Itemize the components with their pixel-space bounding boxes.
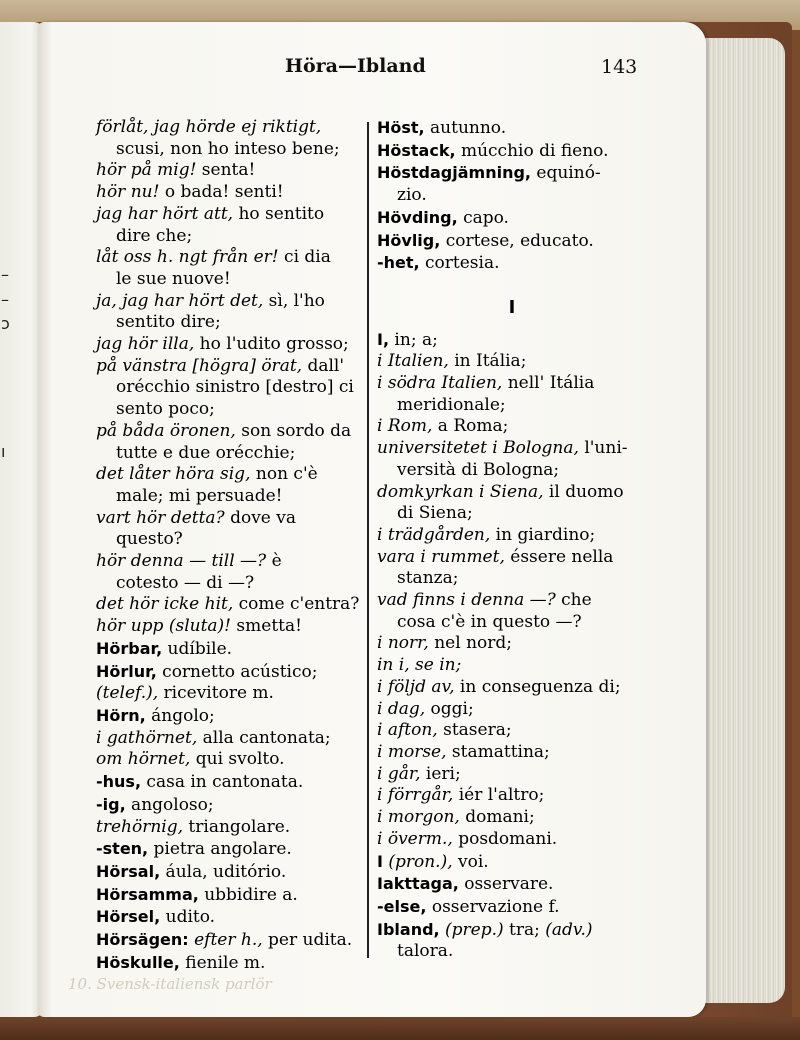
dictionary-line [377,395,647,417]
headword: I [377,851,383,871]
swedish-phrase: i följd av, [377,676,455,697]
swedish-phrase: jag hör illa, [96,334,195,355]
italian-translation: qui svolto. [190,749,285,770]
italian-translation: nel nord; [428,633,513,654]
italian-translation: capo. [457,207,509,228]
swedish-phrase: i överm., [377,828,453,849]
italian-translation: di Siena; [397,503,473,524]
italian-translation: oggi; [425,698,474,719]
dictionary-line [377,482,647,504]
dictionary-line [377,207,647,230]
swedish-phrase: i Italien, [377,351,449,372]
dictionary-line [96,594,362,616]
headword: Hörbar, [96,638,163,658]
dictionary-line [377,373,647,395]
dictionary-line [377,612,647,634]
dictionary-line [96,616,362,638]
dictionary-line [96,399,362,421]
headword: -sten, [96,839,149,859]
dictionary-line [377,252,647,275]
italian-translation: in conseguenza di; [454,676,621,697]
dictionary-line [377,677,647,699]
italian-translation: stanza; [397,568,459,589]
italian-translation: dall' [302,355,345,376]
left-page-glyph: ı [1,442,6,461]
swedish-phrase: hör upp (sluta)! [96,616,232,637]
headword: Hörsal, [96,861,161,881]
dictionary-line [96,139,362,161]
swedish-phrase: på båda öronen, [96,420,236,441]
italian-translation: l'uni- [578,438,628,459]
headword: Höst, [377,118,425,137]
italian-translation: ubbidire a. [198,884,298,905]
swedish-phrase: efter h., [188,930,263,951]
swedish-phrase: på vänstra [högra] örat, [96,355,303,376]
headword: Hövding, [377,207,458,227]
swedish-phrase: trehörnig, [96,816,184,837]
dictionary-line [96,356,362,378]
dictionary-line [96,443,362,465]
italian-translation: tutte e due orécchie; [116,442,296,463]
swedish-phrase: i morse, [377,741,447,762]
italian-translation: domani; [459,807,535,828]
show-through-footer: 10. Svensk-italiensk parlör [68,975,272,993]
italian-translation: nell' Itália [502,373,595,394]
swedish-phrase: jag har hört att, [96,203,234,224]
dictionary-line [377,785,647,807]
dictionary-line [377,720,647,742]
italian-translation: udito. [160,907,216,928]
italian-translation: il duomo [543,481,624,502]
dictionary-line [96,377,362,399]
dictionary-line [377,829,647,851]
column-divider [367,122,369,958]
italian-translation: ieri; [420,763,461,784]
dictionary-line [377,416,647,438]
italian-translation: pietra angolare. [148,839,292,860]
dictionary-line [96,838,362,861]
left-page-glyph: ɔ [1,314,10,333]
swedish-phrase: hör nu! [96,182,160,203]
swedish-phrase: i förrgår, [377,785,454,806]
headword: Hörsägen: [96,930,189,950]
swedish-phrase: vara i rummet, [377,546,505,567]
swedish-phrase: (adv.) [545,919,593,940]
swedish-phrase: i går, [377,763,421,784]
italian-translation: stasera; [437,720,512,741]
dictionary-line [96,204,362,226]
dictionary-line [377,503,647,525]
headword: -ig, [96,794,126,814]
italian-translation: senta! [196,160,256,181]
dictionary-line [377,941,647,963]
italian-translation: múcchio di fieno. [455,140,609,161]
italian-translation: come c'entra? [233,594,360,615]
swedish-phrase: det hör icke hit, [96,594,234,615]
swedish-phrase: vart hör detta? [96,507,225,528]
italian-translation: talora. [397,941,454,962]
headword: -else, [377,896,427,916]
swedish-phrase: i gathörnet, [96,727,198,748]
headword: Höskulle, [96,952,180,972]
dictionary-line [377,460,647,482]
headword: -het, [377,253,420,273]
headword: Hörlur, [96,661,157,681]
italian-translation: sì, l'ho [263,290,325,311]
italian-translation: autunno. [424,118,507,138]
dictionary-line [96,771,362,794]
dictionary-line [96,117,362,139]
italian-translation: zio. [397,185,427,206]
italian-translation: cortesia. [419,253,500,274]
dictionary-line [96,508,362,530]
italian-translation: udíbile. [162,638,233,659]
dictionary-line [96,661,362,684]
dictionary-line [377,896,647,919]
italian-translation: in; a; [389,329,438,350]
italian-translation: o bada! senti! [159,182,284,203]
swedish-phrase: (pron.), [382,851,453,872]
dictionary-line [96,952,362,975]
italian-translation: angoloso; [125,794,214,815]
page-number: 143 [601,56,638,78]
dictionary-line [96,226,362,248]
headword: Iakttaga, [377,874,459,894]
dictionary-line [377,633,647,655]
italian-translation: stamattina; [446,741,550,762]
headword: Hövlig, [377,230,441,250]
italian-translation: equinó- [531,163,601,184]
dictionary-line [96,551,362,573]
dictionary-line [96,312,362,334]
headword: Ibland, [377,919,440,939]
swedish-phrase: i södra Italien, [377,373,503,394]
swedish-phrase: hör på mig! [96,160,197,181]
dictionary-line [377,438,647,460]
swedish-phrase: i trädgården, [377,524,491,545]
italian-translation: éssere nella [504,546,614,567]
swedish-phrase: in i, se in; [377,655,462,676]
dictionary-line [377,140,647,163]
dictionary-line [96,638,362,661]
italian-translation: iér l'altro; [453,785,545,806]
italian-translation: che [555,590,592,611]
dictionary-line [96,705,362,728]
italian-translation: in giardino; [490,524,596,545]
swedish-phrase: i afton, [377,720,438,741]
swedish-phrase: i norr, [377,633,429,654]
italian-translation: ci dia [278,247,331,268]
dictionary-line [96,794,362,817]
dictionary-line [96,529,362,551]
dictionary-line [377,162,647,185]
dictionary-line [96,291,362,313]
dictionary-line [377,351,647,373]
swedish-phrase: låt oss h. ngt från er! [96,247,279,268]
italian-translation: per udita. [262,930,353,951]
italian-translation: le sue nuove! [116,268,231,289]
italian-translation: male; mi persuade! [116,485,283,506]
swedish-phrase: hör denna — till —? [96,551,267,572]
dictionary-line [377,742,647,764]
dictionary-line [96,728,362,750]
dictionary-line [96,749,362,771]
bottom-cover-strip [0,1017,800,1040]
dictionary-line [377,230,647,253]
swedish-phrase: i Rom, [377,416,433,437]
swedish-phrase: domkyrkan i Siena, [377,481,544,502]
italian-translation: posdomani. [452,828,558,849]
italian-translation: cosa c'è in questo —? [397,611,582,632]
headword: Hörsamma, [96,884,199,904]
swedish-phrase: i dag, [377,698,426,719]
italian-translation: non c'è [250,464,318,485]
italian-translation: dove va [224,507,297,528]
dictionary-line [377,919,647,942]
dictionary-line [377,699,647,721]
dictionary-line [377,807,647,829]
swedish-phrase: ja, jag har hört det, [96,290,264,311]
italian-translation: ho l'udito grosso; [194,334,349,355]
page-title: Höra—Ibland [285,55,426,77]
swedish-phrase: (prep.) [439,919,504,940]
dictionary-line [377,117,647,140]
italian-translation: voi. [452,851,489,872]
dictionary-line [96,182,362,204]
italian-translation: tra; [503,919,546,940]
headword: I, [377,329,390,349]
letter-heading: I [508,296,516,318]
italian-translation: ángolo; [145,705,215,726]
headword: Höstack, [377,140,456,160]
italian-translation: cornetto acústico; [156,661,318,682]
dictionary-line [96,817,362,839]
swedish-phrase: i morgon, [377,807,460,828]
italian-translation: sentito dire; [116,312,221,333]
swedish-phrase: det låter höra sig, [96,464,251,485]
italian-translation: dire che; [116,225,193,246]
dictionary-line [377,525,647,547]
headword: -hus, [96,772,142,792]
left-column [96,117,362,974]
headword: Höstdagjämning, [377,163,532,183]
italian-translation: osservazione f. [426,896,560,917]
swedish-phrase: om hörnet, [96,749,191,770]
italian-translation: alla cantonata; [197,727,331,748]
italian-translation: casa in cantonata. [141,772,304,793]
dictionary-line [96,861,362,884]
headword: Hörsel, [96,907,161,927]
swedish-phrase: förlåt, jag hörde ej riktigt, [96,117,322,137]
italian-translation: smetta! [231,616,302,637]
headword: Hörn, [96,705,146,725]
swedish-phrase: (telef.), [96,683,159,704]
italian-translation: in Itália; [448,351,527,372]
dictionary-line [377,568,647,590]
italian-translation: scusi, non ho inteso bene; [116,138,340,159]
left-page-glyph: – [1,290,9,309]
italian-translation: cotesto — di —? [116,572,255,593]
dictionary-line [96,464,362,486]
dictionary-line [96,421,362,443]
italian-translation: áula, uditório. [160,861,287,882]
dictionary-line [96,160,362,182]
italian-translation: fienile m. [179,952,266,973]
italian-translation: sento poco; [116,399,215,420]
italian-translation: orécchio sinistro [destro] ci [116,377,354,398]
dictionary-line [96,929,362,952]
dictionary-line [96,884,362,907]
dictionary-line [377,764,647,786]
dictionary-line [96,573,362,595]
dictionary-line [377,590,647,612]
italian-translation: meridionale; [397,394,506,415]
italian-translation: triangolare. [183,816,291,837]
italian-translation: ho sentito [233,203,325,224]
italian-translation: è [266,551,282,572]
italian-translation: cortese, educato. [440,230,594,251]
dictionary-line [377,873,647,896]
italian-translation: son sordo da [235,420,352,441]
italian-translation: osservare. [458,874,554,895]
left-page-glyph: – [1,265,9,284]
dictionary-line [96,334,362,356]
dictionary-line [377,329,647,352]
right-column-top [377,117,647,275]
dictionary-line [377,185,647,207]
dictionary-line [96,906,362,929]
swedish-phrase: universitetet i Bologna, [377,438,579,459]
dictionary-line [377,547,647,569]
dictionary-line [96,269,362,291]
swedish-phrase: vad finns i denna —? [377,590,556,611]
dictionary-line [377,851,647,874]
dictionary-line [96,247,362,269]
italian-translation: a Roma; [432,416,509,437]
dictionary-line [96,683,362,705]
italian-translation: questo? [116,529,183,550]
right-column-bottom [377,329,647,963]
italian-translation: versità di Bologna; [397,459,560,480]
right-column [377,117,647,963]
italian-translation: ricevitore m. [158,683,274,704]
dictionary-line [96,486,362,508]
dictionary-line [377,655,647,677]
